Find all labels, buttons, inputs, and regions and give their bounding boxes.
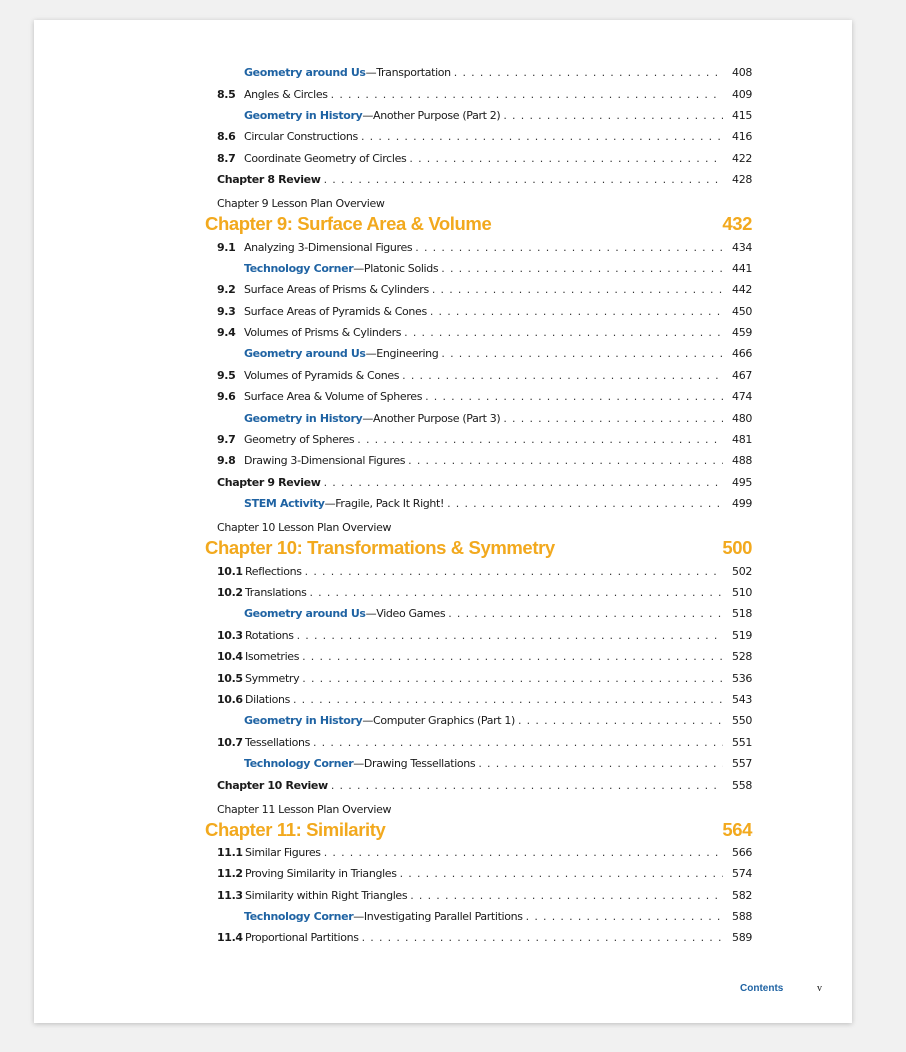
entry-title-wrap bbox=[244, 433, 752, 446]
entry-title: Coordinate Geometry of Circles bbox=[244, 151, 407, 165]
entry-title: Chapter 9 Review bbox=[217, 475, 321, 489]
dot-leader bbox=[402, 369, 752, 382]
entry-page-number: 415 bbox=[723, 109, 752, 122]
entry-title: Reflections bbox=[245, 564, 302, 578]
lesson-entry bbox=[34, 560, 852, 581]
chapter-page-number: 564 bbox=[722, 818, 752, 840]
feature-label: Geometry in History bbox=[244, 108, 363, 122]
entry-title-wrap bbox=[244, 454, 752, 467]
entry-title: Chapter 10 Review bbox=[217, 778, 328, 792]
entry-title-wrap bbox=[245, 736, 752, 749]
feature-entry bbox=[34, 62, 852, 83]
lesson-entry bbox=[34, 386, 852, 407]
entry-page-number: 474 bbox=[723, 390, 752, 403]
entry-title-wrap bbox=[245, 693, 752, 706]
entry-page-number: 466 bbox=[723, 347, 752, 360]
entry-page-number: 589 bbox=[723, 931, 752, 944]
feature-label: Geometry around Us bbox=[244, 66, 366, 80]
lesson-plan-overview-link: Chapter 9 Lesson Plan Overview bbox=[217, 197, 385, 211]
lesson-number: 8.5 bbox=[217, 87, 236, 101]
entry-title-wrap bbox=[217, 476, 752, 489]
entry-title: Similarity within Right Triangles bbox=[245, 888, 408, 902]
feature-entry bbox=[34, 710, 852, 731]
dot-leader bbox=[362, 931, 752, 944]
dot-leader bbox=[324, 173, 752, 186]
entry-title: —Another Purpose (Part 2) bbox=[362, 108, 501, 122]
lesson-entry bbox=[34, 279, 852, 300]
lesson-number: 9.4 bbox=[217, 326, 236, 340]
entry-title: Angles & Circles bbox=[244, 87, 328, 101]
feature-entry bbox=[34, 258, 852, 279]
feature-entry bbox=[34, 343, 852, 364]
lesson-entry bbox=[34, 689, 852, 710]
dot-leader bbox=[400, 867, 752, 880]
lesson-number: 11.3 bbox=[217, 888, 243, 902]
dot-leader bbox=[441, 262, 752, 275]
lesson-entry bbox=[34, 236, 852, 257]
entry-title: Rotations bbox=[245, 628, 294, 642]
entry-title: —Platonic Solids bbox=[353, 261, 439, 275]
entry-title: —Investigating Parallel Partitions bbox=[353, 910, 523, 924]
entry-title: Volumes of Prisms & Cylinders bbox=[244, 326, 402, 340]
entry-title: —Fragile, Pack It Right! bbox=[324, 497, 445, 511]
feature-entry bbox=[34, 105, 852, 126]
entry-title-wrap bbox=[244, 66, 752, 79]
entry-page-number: 558 bbox=[723, 779, 752, 792]
entry-page-number: 550 bbox=[723, 714, 752, 727]
dot-leader bbox=[313, 736, 752, 749]
dot-leader bbox=[302, 650, 752, 663]
entry-title-wrap bbox=[244, 262, 752, 275]
entry-title: Chapter 8 Review bbox=[217, 173, 321, 187]
entry-title-wrap bbox=[245, 586, 752, 599]
entry-title-wrap bbox=[244, 347, 752, 360]
lesson-entry bbox=[34, 667, 852, 688]
entry-title: Volumes of Pyramids & Cones bbox=[244, 368, 400, 382]
feature-entry bbox=[34, 493, 852, 514]
entry-title-wrap bbox=[245, 565, 752, 578]
lesson-entry bbox=[34, 732, 852, 753]
chapter-review-entry bbox=[34, 169, 852, 190]
entry-title: —Computer Graphics (Part 1) bbox=[362, 714, 515, 728]
dot-leader bbox=[448, 607, 752, 620]
entry-title: Geometry of Spheres bbox=[244, 433, 355, 447]
entry-page-number: 409 bbox=[723, 88, 752, 101]
feature-label: Geometry in History bbox=[244, 714, 363, 728]
dot-leader bbox=[357, 433, 752, 446]
entry-title: Analyzing 3-Dimensional Figures bbox=[244, 240, 413, 254]
entry-page-number: 422 bbox=[723, 152, 752, 165]
lesson-number: 11.4 bbox=[217, 931, 243, 945]
lesson-number: 8.6 bbox=[217, 130, 236, 144]
feature-label: Technology Corner bbox=[244, 910, 354, 924]
dot-leader bbox=[410, 889, 752, 902]
dot-leader bbox=[441, 347, 752, 360]
dot-leader bbox=[302, 672, 752, 685]
feature-entry bbox=[34, 906, 852, 927]
chapter-heading bbox=[34, 818, 852, 842]
lesson-entry bbox=[34, 646, 852, 667]
lesson-number: 11.2 bbox=[217, 867, 243, 881]
lesson-number: 10.7 bbox=[217, 735, 243, 749]
lesson-entry bbox=[34, 148, 852, 169]
lesson-entry bbox=[34, 582, 852, 603]
chapter-title: Chapter 10: Transformations & Symmetry bbox=[205, 537, 555, 559]
lesson-entry bbox=[34, 927, 852, 948]
entry-title-wrap bbox=[244, 390, 752, 403]
lesson-number: 9.8 bbox=[217, 454, 236, 468]
dot-leader bbox=[526, 910, 752, 923]
dot-leader bbox=[518, 714, 752, 727]
entry-page-number: 551 bbox=[723, 736, 752, 749]
page-footer bbox=[34, 983, 852, 999]
entry-page-number: 574 bbox=[723, 867, 752, 880]
entry-title-wrap bbox=[244, 910, 752, 923]
entry-page-number: 450 bbox=[723, 305, 752, 318]
footer-section-label: Contents bbox=[740, 983, 784, 994]
entry-title-wrap bbox=[244, 152, 752, 165]
entry-page-number: 428 bbox=[723, 173, 752, 186]
table-of-contents bbox=[34, 62, 852, 949]
feature-label: Geometry around Us bbox=[244, 347, 366, 361]
entry-title-wrap bbox=[244, 714, 752, 727]
entry-page-number: 543 bbox=[723, 693, 752, 706]
lesson-number: 9.7 bbox=[217, 433, 236, 447]
chapter-page-number: 500 bbox=[722, 537, 752, 559]
entry-title-wrap bbox=[244, 369, 752, 382]
feature-label: STEM Activity bbox=[244, 497, 325, 511]
entry-title: Translations bbox=[245, 586, 307, 599]
feature-entry bbox=[34, 603, 852, 624]
lesson-entry bbox=[34, 885, 852, 906]
dot-leader bbox=[331, 88, 752, 101]
entry-title: Similar Figures bbox=[245, 845, 321, 859]
entry-page-number: 518 bbox=[723, 607, 752, 620]
lesson-number: 10.1 bbox=[217, 564, 243, 578]
entry-title-wrap bbox=[217, 779, 752, 792]
dot-leader bbox=[305, 565, 752, 578]
entry-title-wrap bbox=[245, 931, 752, 944]
lesson-number: 9.5 bbox=[217, 368, 236, 382]
entry-title-wrap bbox=[245, 650, 752, 663]
entry-title-wrap bbox=[244, 88, 752, 101]
chapter-review-entry bbox=[34, 774, 852, 795]
dot-leader bbox=[324, 476, 752, 489]
chapter-heading bbox=[34, 212, 852, 236]
entry-page-number: 480 bbox=[723, 412, 752, 425]
lesson-number: 10.4 bbox=[217, 650, 243, 664]
dot-leader bbox=[293, 693, 752, 706]
entry-title-wrap bbox=[244, 305, 752, 318]
entry-title-wrap bbox=[245, 629, 752, 642]
lesson-number: 10.6 bbox=[217, 692, 243, 706]
dot-leader bbox=[309, 586, 752, 599]
chapter-heading bbox=[34, 536, 852, 560]
entry-title: Dilations bbox=[245, 692, 290, 706]
entry-page-number: 528 bbox=[723, 650, 752, 663]
entry-page-number: 502 bbox=[723, 565, 752, 578]
entry-title: Surface Areas of Pyramids & Cones bbox=[244, 304, 427, 318]
lesson-entry bbox=[34, 126, 852, 147]
entry-title: Drawing 3-Dimensional Figures bbox=[244, 454, 406, 468]
lesson-number: 10.3 bbox=[217, 628, 243, 642]
lesson-number: 9.3 bbox=[217, 304, 236, 318]
chapter-title: Chapter 9: Surface Area & Volume bbox=[205, 213, 492, 235]
dot-leader bbox=[408, 454, 752, 467]
lesson-number: 8.7 bbox=[217, 151, 236, 165]
dot-leader bbox=[454, 66, 752, 79]
entry-page-number: 488 bbox=[723, 454, 752, 467]
lesson-number: 9.2 bbox=[217, 283, 236, 297]
entry-title: Tessellations bbox=[245, 735, 310, 749]
lesson-number: 9.1 bbox=[217, 240, 236, 254]
dot-leader bbox=[415, 241, 752, 254]
feature-label: Technology Corner bbox=[244, 757, 354, 771]
entry-page-number: 499 bbox=[723, 497, 752, 510]
dot-leader bbox=[425, 390, 752, 403]
entry-page-number: 459 bbox=[723, 326, 752, 339]
entry-title: —Transportation bbox=[365, 66, 451, 80]
feature-label: Geometry around Us bbox=[244, 607, 366, 621]
chapter-title: Chapter 11: Similarity bbox=[205, 818, 386, 840]
dot-leader bbox=[478, 757, 752, 770]
entry-title: Surface Area & Volume of Spheres bbox=[244, 390, 423, 404]
entry-title: —Another Purpose (Part 3) bbox=[362, 411, 501, 425]
footer-page-number: v bbox=[817, 983, 822, 994]
dot-leader bbox=[430, 305, 752, 318]
entry-title: Circular Constructions bbox=[244, 130, 358, 144]
entry-page-number: 495 bbox=[723, 476, 752, 489]
lesson-entry bbox=[34, 863, 852, 884]
lesson-number: 10.5 bbox=[217, 671, 243, 685]
lesson-number: 10.2 bbox=[217, 586, 243, 599]
entry-title: Proving Similarity in Triangles bbox=[245, 867, 397, 881]
dot-leader bbox=[324, 846, 752, 859]
chapter-review-entry bbox=[34, 472, 852, 493]
entry-page-number: 566 bbox=[723, 846, 752, 859]
feature-label: Geometry in History bbox=[244, 411, 363, 425]
entry-title-wrap bbox=[245, 867, 752, 880]
lesson-entry bbox=[34, 625, 852, 646]
dot-leader bbox=[503, 412, 752, 425]
feature-label: Technology Corner bbox=[244, 261, 354, 275]
lesson-entry bbox=[34, 322, 852, 343]
dot-leader bbox=[432, 283, 752, 296]
entry-title-wrap bbox=[244, 497, 752, 510]
entry-title-wrap bbox=[244, 109, 752, 122]
entry-title: Proportional Partitions bbox=[245, 931, 359, 945]
entry-page-number: 416 bbox=[723, 130, 752, 143]
dot-leader bbox=[331, 779, 752, 792]
feature-entry bbox=[34, 753, 852, 774]
dot-leader bbox=[503, 109, 752, 122]
entry-title: —Drawing Tessellations bbox=[353, 757, 476, 771]
entry-title: Isometries bbox=[245, 650, 300, 664]
entry-page-number: 434 bbox=[723, 241, 752, 254]
lesson-number: 11.1 bbox=[217, 845, 243, 859]
entry-page-number: 536 bbox=[723, 672, 752, 685]
entry-title-wrap bbox=[244, 607, 752, 620]
entry-title-wrap bbox=[245, 846, 752, 859]
lesson-entry bbox=[34, 83, 852, 104]
entry-page-number: 557 bbox=[723, 757, 752, 770]
lesson-plan-overview-link: Chapter 10 Lesson Plan Overview bbox=[217, 521, 392, 535]
dot-leader bbox=[297, 629, 752, 642]
lesson-entry bbox=[34, 842, 852, 863]
dot-leader bbox=[447, 497, 752, 510]
entry-title-wrap bbox=[244, 326, 752, 339]
entry-page-number: 408 bbox=[723, 66, 752, 79]
entry-title-wrap bbox=[245, 889, 752, 902]
feature-entry bbox=[34, 407, 852, 428]
lesson-entry bbox=[34, 450, 852, 471]
entry-title: Symmetry bbox=[245, 671, 300, 685]
entry-title: —Engineering bbox=[365, 347, 439, 361]
lesson-entry bbox=[34, 429, 852, 450]
lesson-plan-overview-link: Chapter 11 Lesson Plan Overview bbox=[217, 802, 392, 816]
document-page bbox=[34, 20, 852, 1023]
dot-leader bbox=[404, 326, 752, 339]
dot-leader bbox=[409, 152, 752, 165]
entry-title-wrap bbox=[217, 173, 752, 186]
entry-page-number: 467 bbox=[723, 369, 752, 382]
entry-title-wrap bbox=[244, 130, 752, 143]
dot-leader bbox=[361, 130, 752, 143]
lesson-entry bbox=[34, 365, 852, 386]
entry-page-number: 582 bbox=[723, 889, 752, 902]
lesson-entry bbox=[34, 301, 852, 322]
entry-title-wrap bbox=[245, 672, 752, 685]
entry-title-wrap bbox=[244, 412, 752, 425]
lesson-number: 9.6 bbox=[217, 390, 236, 404]
entry-page-number: 442 bbox=[723, 283, 752, 296]
entry-title: —Video Games bbox=[365, 607, 446, 621]
entry-page-number: 519 bbox=[723, 629, 752, 642]
entry-title-wrap bbox=[244, 241, 752, 254]
entry-title: Surface Areas of Prisms & Cylinders bbox=[244, 283, 429, 297]
entry-page-number: 481 bbox=[723, 433, 752, 446]
entry-title-wrap bbox=[244, 757, 752, 770]
entry-page-number: 510 bbox=[723, 586, 752, 599]
entry-page-number: 441 bbox=[723, 262, 752, 275]
entry-title-wrap bbox=[244, 283, 752, 296]
entry-page-number: 588 bbox=[723, 910, 752, 923]
chapter-page-number: 432 bbox=[722, 213, 752, 235]
